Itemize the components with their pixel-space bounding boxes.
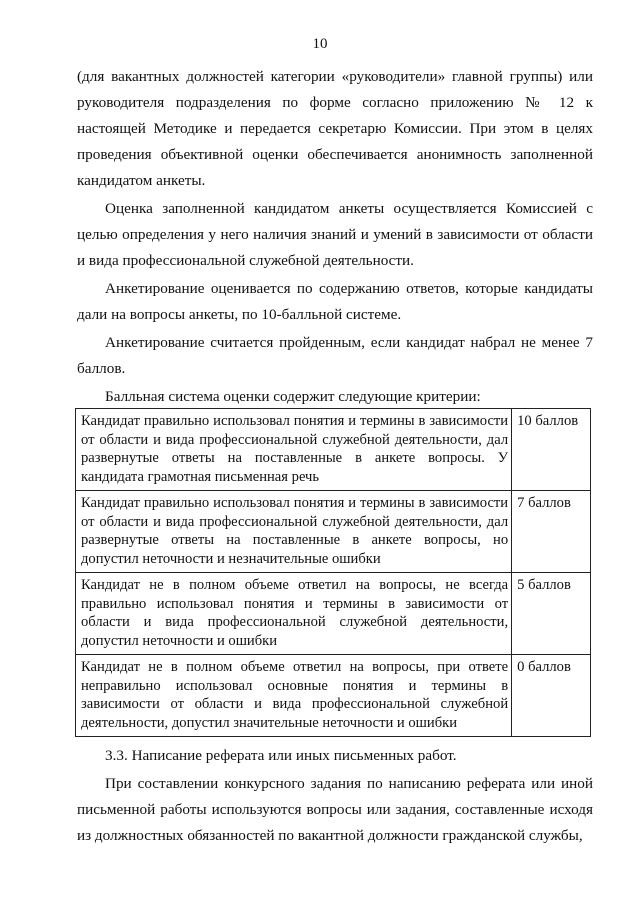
paragraph-anketa-submission: (для вакантных должностей категории «руководители» главной группы) или руководителя подразделения по форме согласно приложению № 12 к настоящей Методике и передается секретарю Комиссии. При этом в целях проведения объективной оценки обеспечивается анонимность заполненной кандидатом анкеты.: [77, 68, 593, 189]
table-row: [76, 655, 591, 737]
body-text-top: [77, 64, 593, 410]
paragraph-anketa-evaluation: Оценка заполненной кандидатом анкеты осуществляется Комиссией с целью определения у него наличия знаний и умений в зависимости от области и вида профессиональной служебной деятельности.: [77, 200, 593, 269]
body-text-bottom: [77, 743, 593, 849]
paragraph-criteria-intro: Балльная система оценки содержит следующие критерии:: [105, 388, 481, 405]
criteria-description: Кандидат не в полном объеме ответил на вопросы, при ответе неправильно использовал основные понятия и термины в зависимости от области и вида профессиональной служебной деятельности, допустил значительные неточности и ошибки: [76, 655, 512, 737]
criteria-description: Кандидат не в полном объеме ответил на вопросы, не всегда правильно использовал понятия и термины в зависимости от области и вида профессиональной служебной деятельности, допустил неточности и ошибки: [76, 573, 512, 655]
criteria-score: 7 баллов: [512, 491, 591, 573]
criteria-table: [75, 408, 591, 737]
page-number: 10: [312, 36, 328, 52]
table-row: [76, 573, 591, 655]
paragraph-scoring-system: Анкетирование оценивается по содержанию ответов, которые кандидаты дали на вопросы анкеты, по 10-балльной системе.: [77, 280, 593, 323]
criteria-score: 0 баллов: [512, 655, 591, 737]
table-row: [76, 491, 591, 573]
section-heading-3-3: 3.3. Написание реферата или иных письменных работ.: [105, 747, 457, 764]
paragraph-essay-task: При составлении конкурсного задания по написанию реферата или иной письменной работы используются вопросы или задания, составленные исходя из должностных обязанностей по вакантной должности гражданской службы,: [77, 775, 593, 844]
criteria-score: 10 баллов: [512, 409, 591, 491]
criteria-score: 5 баллов: [512, 573, 591, 655]
paragraph-pass-threshold: Анкетирование считается пройденным, если кандидат набрал не менее 7 баллов.: [77, 334, 593, 377]
table-row: [76, 409, 591, 491]
criteria-description: Кандидат правильно использовал понятия и термины в зависимости от области и вида профессиональной служебной деятельности, дал развернутые ответы на поставленные в анкете вопросы, но допустил неточности и незначительные ошибки: [76, 491, 512, 573]
criteria-description: Кандидат правильно использовал понятия и термины в зависимости от области и вида профессиональной служебной деятельности, дал развернутые ответы на поставленные в анкете вопросы. У кандидата грамотная письменная речь: [76, 409, 512, 491]
